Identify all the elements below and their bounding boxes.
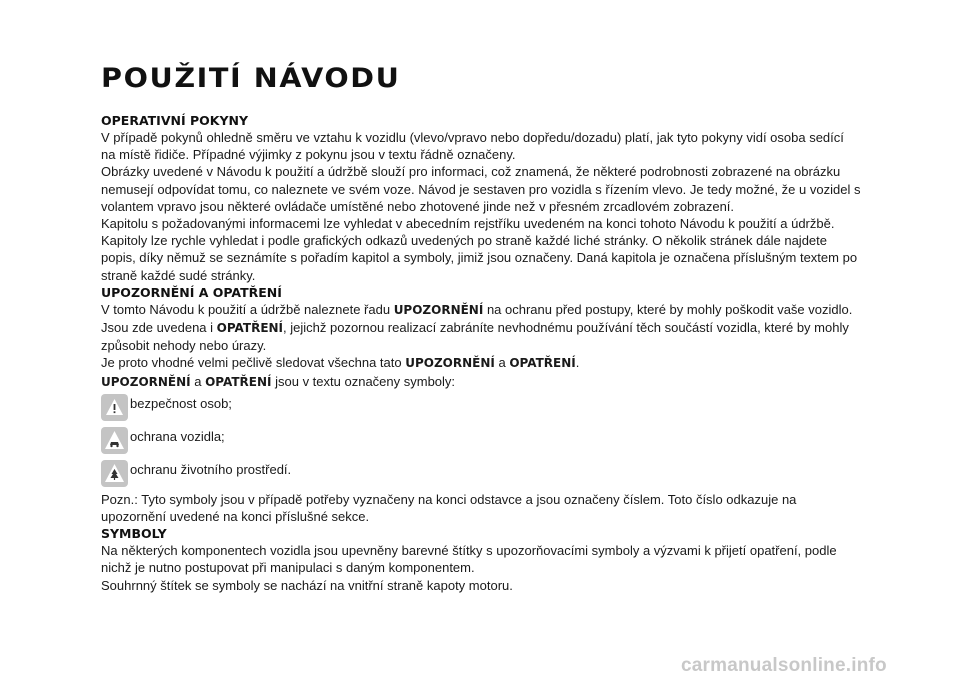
section-heading-operating-instructions: OPERATIVNÍ POKYNY (101, 113, 249, 128)
paragraph: Na některých komponentech vozidla jsou upevněny barevné štítky s upozorňovacími symboly a výzvami k přijetí opatření, podle nichž je nutno postupovat při manipulaci s daným komponentem. (101, 543, 837, 576)
vehicle-protection-icon (101, 427, 128, 454)
keyword-caution: OPATŘENÍ (216, 321, 284, 336)
symbol-label: ochrana vozidla; (130, 428, 225, 444)
person-safety-icon (101, 394, 128, 421)
text-run: na ochranu před postupy, které by mohly poškodit vaše vozidlo. (483, 301, 853, 317)
paragraph: Kapitolu s požadovanými informacemi lze vyhledat v abecedním rejstříku uvedeném na konci tohoto Návodu k použití a údržbě. (101, 216, 835, 232)
paragraph: V případě pokynů ohledně směru ve vztahu k vozidlu (vlevo/vpravo nebo dopředu/dozadu) platí, jak tyto pokyny vidí osoba sedící na místě řidiče. Případné výjimky z pokynu jsou v textu řádně označeny. (101, 130, 844, 163)
text-run: Je proto vhodné velmi pečlivě sledovat všechna tato (101, 355, 406, 371)
keyword-warning: UPOZORNĚNÍ (393, 302, 484, 317)
watermark: carmanualsonline.info (681, 655, 887, 676)
document-page (101, 62, 861, 594)
section-heading-warnings: UPOZORNĚNÍ A OPATŘENÍ (101, 284, 282, 300)
section-heading-symbols: SYMBOLY (101, 526, 167, 542)
keyword-caution: OPATŘENÍ (509, 356, 576, 371)
environment-protection-icon (101, 460, 128, 487)
text-run: jsou v textu označeny symboly: (271, 373, 456, 389)
text-run: , jejichž pozornou realizací zabráníte nevhodnému používání těch součástí vozidla, které by mohly způsobit nehody nebo úrazy. (101, 320, 849, 354)
text-run: a (494, 355, 510, 371)
paragraph (101, 354, 861, 372)
paragraph (101, 319, 861, 354)
symbol-row-vehicle-protection (101, 427, 861, 457)
text-run: V tomto Návodu k použití a údržbě naleznete řadu (101, 301, 394, 317)
paragraph: Obrázky uvedené v Návodu k použití a údržbě slouží pro informaci, což znamená, že některé podrobnosti zobrazené na obrázku nemusejí odpovídat tomu, co naleznete ve svém voze. Návod je sestaven pro vozidla s řízením vlevo. Je tedy možné, že u vozidel s volantem vpravo jsou některé ovládače umístěné nebo zhotovené jinde než v přesném zrcadlovém zobrazení. (101, 164, 861, 214)
symbol-label: bezpečnost osob; (130, 395, 232, 411)
text-run: Jsou zde uvedena i (101, 320, 217, 336)
note-paragraph: Pozn.: Tyto symboly jsou v případě potřeby vyznačeny na konci odstavce a jsou označeny číslem. Toto číslo odkazuje na upozornění uvedené na konci příslušné sekce. (101, 491, 797, 525)
keyword-caution: OPATŘENÍ (205, 374, 272, 389)
symbol-row-environment-protection (101, 460, 861, 490)
paragraph: Kapitoly lze rychle vyhledat i podle grafických odkazů uvedených po straně každé liché stránky. O několik stránek dále najdete popis, díky němuž se seznámíte s pořadím kapitol a symboly, jimiž jsou označeny. Daná kapitola je označena příslušným textem po straně každé sudé stránky. (101, 233, 858, 283)
paragraph (101, 301, 861, 319)
text-run: a (190, 373, 206, 389)
symbol-row-person-safety (101, 394, 861, 424)
paragraph (101, 373, 861, 391)
symbol-label: ochranu životního prostředí. (130, 461, 292, 477)
text-run: . (575, 355, 580, 371)
keyword-warning: UPOZORNĚNÍ (405, 356, 495, 371)
keyword-warning: UPOZORNĚNÍ (101, 374, 191, 389)
page-title: POUŽITÍ NÁVODU (101, 63, 401, 94)
paragraph: Souhrnný štítek se symboly se nachází na vnitřní straně kapoty motoru. (101, 577, 513, 593)
